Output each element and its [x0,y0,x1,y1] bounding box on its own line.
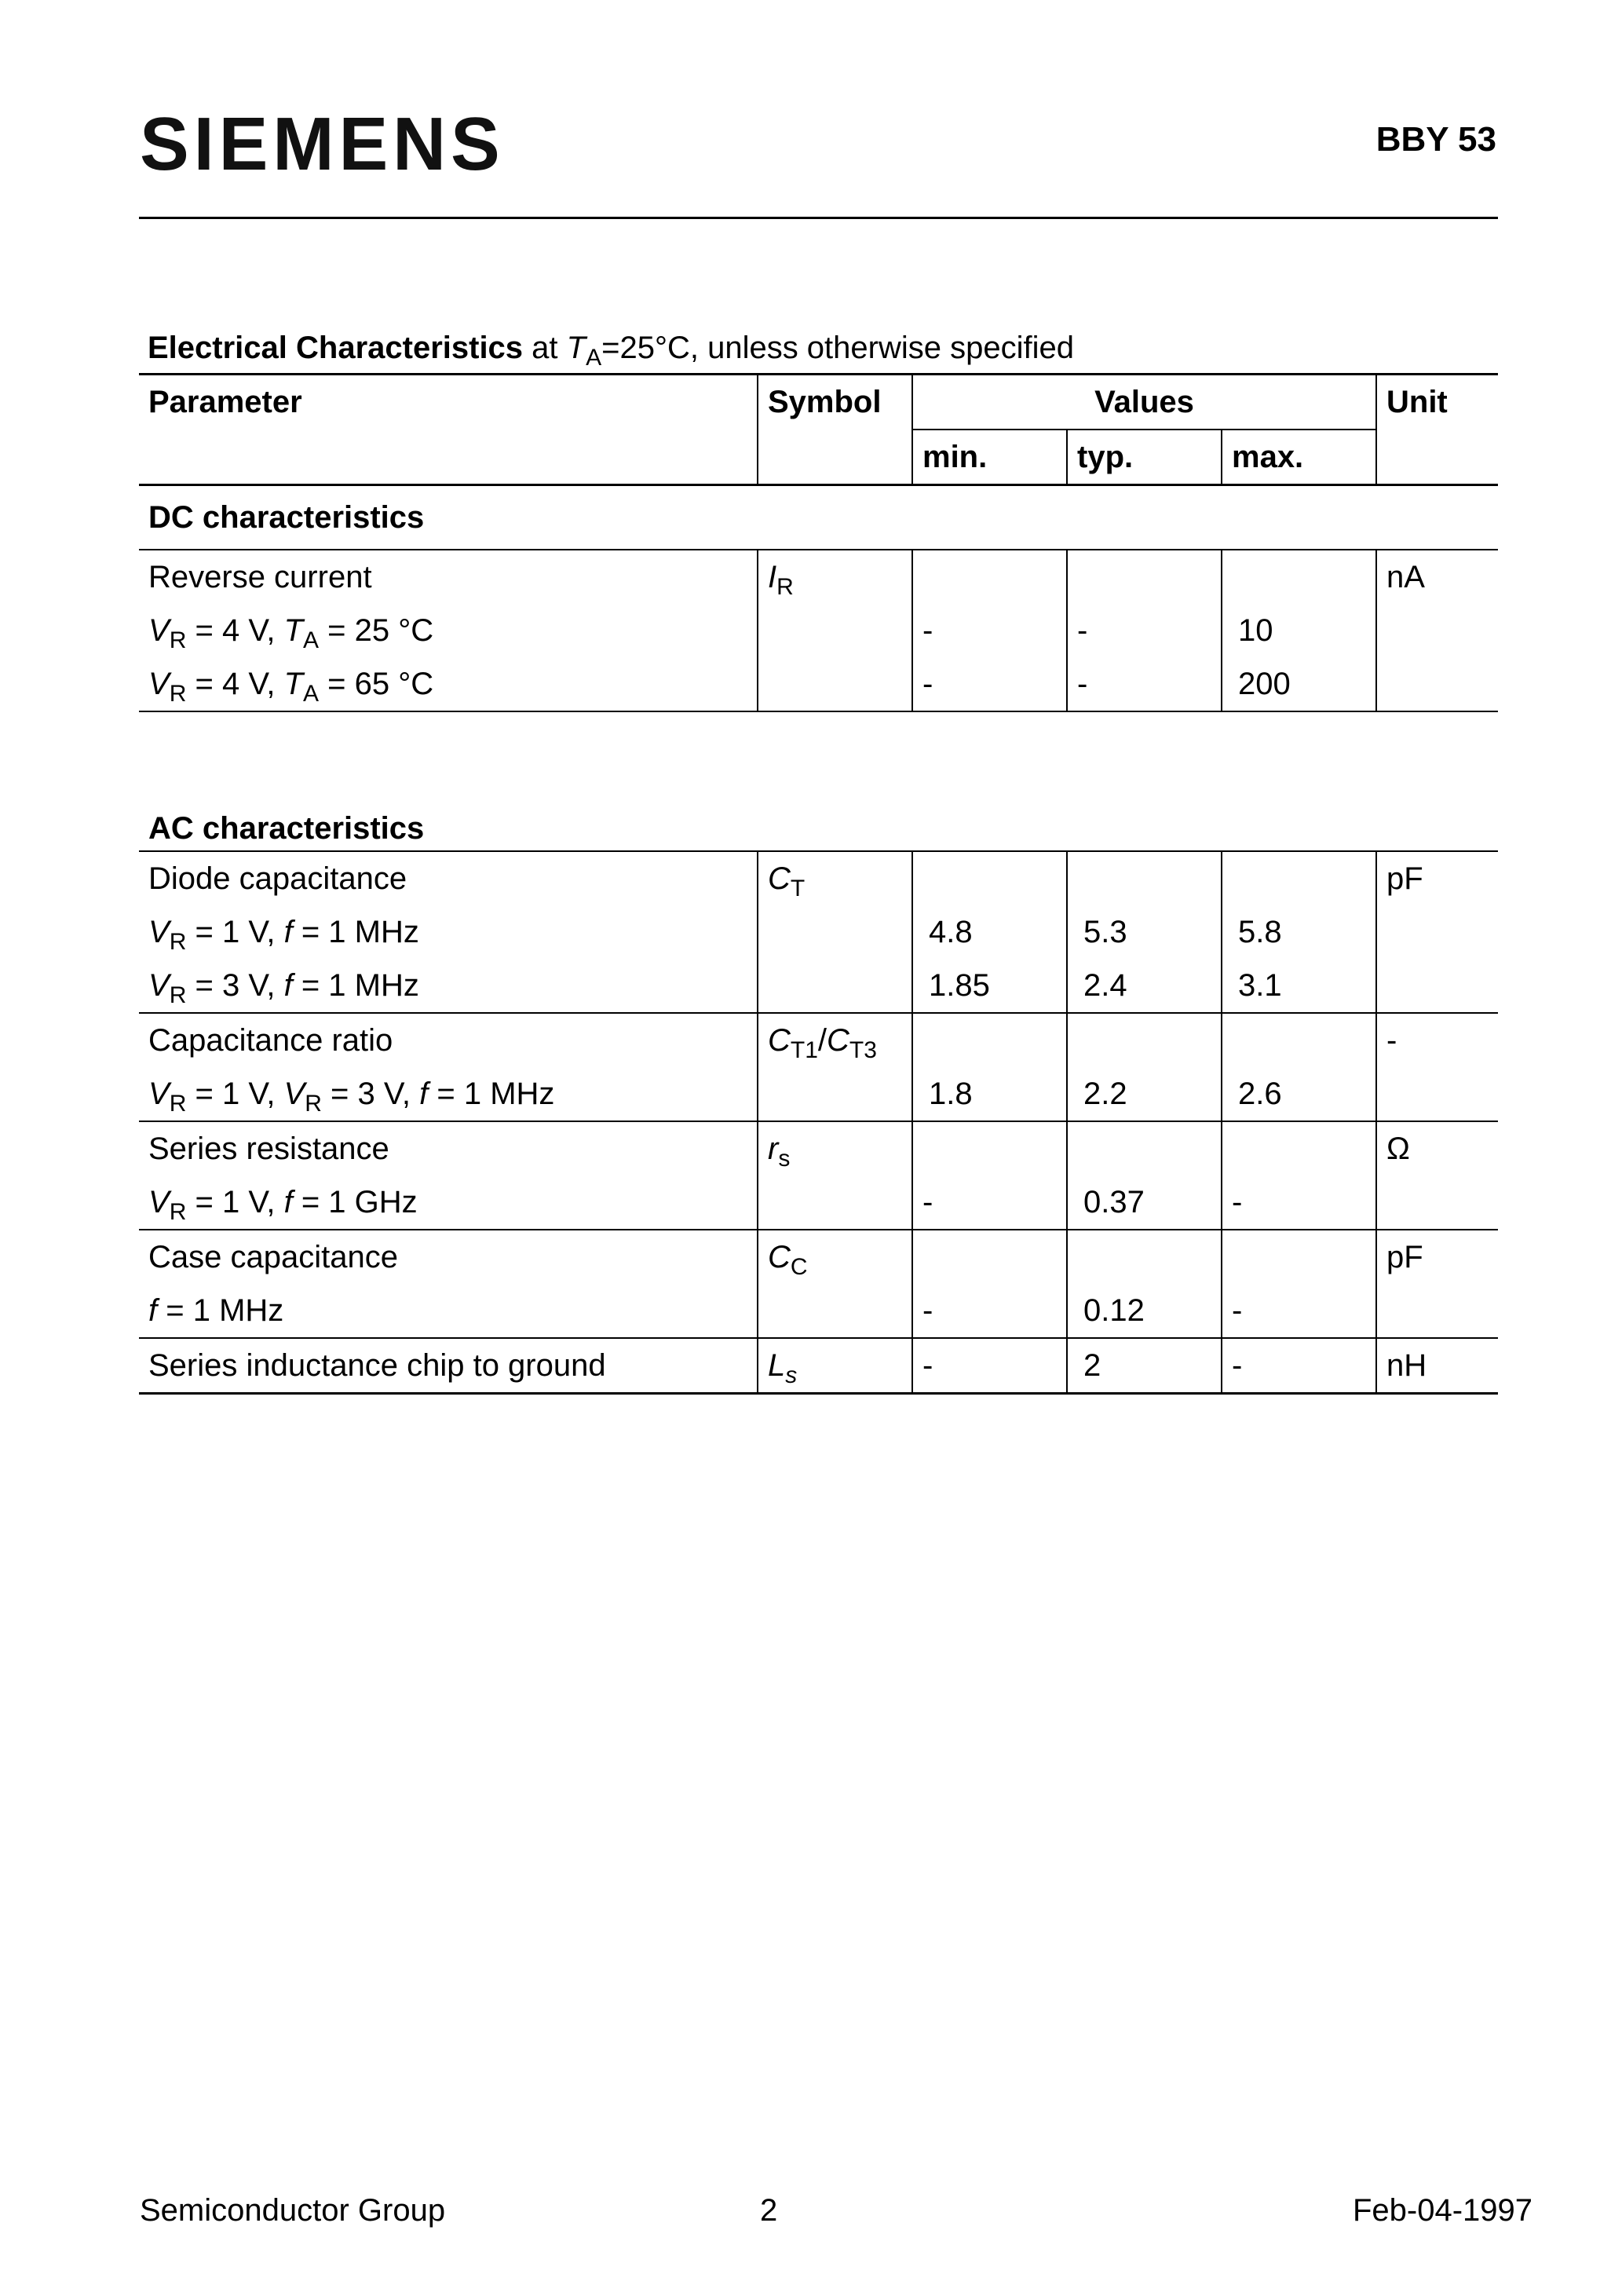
cond-text: = 25 °C [327,613,434,648]
cell-empty [1222,1121,1376,1175]
cell-empty [912,1121,1067,1175]
var-f: f [283,915,293,949]
cell-empty [1376,905,1498,959]
unit-reverse-current: nA [1376,550,1498,604]
cell-empty [1376,604,1498,657]
section-title-ac: AC characteristics [148,811,425,846]
cell-empty [1376,1175,1498,1230]
cell-empty [758,959,912,1013]
var-v: V [148,667,170,701]
cell-empty [1222,851,1376,905]
cond-text: = 4 V, [195,667,276,701]
symbol-ls [758,1338,912,1394]
cell-empty [1222,550,1376,604]
header-typ: typ. [1067,430,1222,485]
value-max: 10 [1222,604,1376,657]
unit-case-capacitance: pF [1376,1230,1498,1284]
param-reverse-current: Reverse current [148,560,372,594]
cell-empty [1376,1067,1498,1121]
condition [139,657,758,711]
table-row [139,851,1498,905]
cell-empty [1376,657,1498,711]
cell-empty [758,1175,912,1230]
table-row [139,1013,1498,1067]
param-diode-capacitance: Diode capacitance [148,861,407,896]
cond-text: = 4 V, [195,613,276,648]
table-row [139,905,1498,959]
value-min: - [912,1175,1067,1230]
siemens-logo: SIEMENS [140,102,505,186]
var-t: T [283,667,303,701]
caption-rest: =25°C, unless otherwise specified [601,331,1074,365]
value-max: 200 [1222,657,1376,711]
unit-diode-capacitance: pF [1376,851,1498,905]
sub-r: R [169,627,187,653]
footer-page-number: 2 [760,2193,778,2228]
cell-empty [758,657,912,711]
footer-company: Semiconductor Group [140,2193,446,2228]
header-blank [139,430,758,485]
condition [139,959,758,1013]
symbol-ir [758,550,912,604]
section-row-ac [139,806,1498,851]
value-max: 5.8 [1222,905,1376,959]
symbol-sub: s [785,1362,798,1388]
header-unit: Unit [1376,375,1498,430]
header-min: min. [912,430,1067,485]
table-caption [148,328,1074,371]
unit-capacitance-ratio: - [1376,1013,1498,1067]
header-parameter: Parameter [148,385,302,419]
sub-r: R [169,929,187,955]
header-values: Values [912,375,1376,430]
table-row [139,1230,1498,1284]
value-max: - [1222,1175,1376,1230]
cond-text: = 3 V, [331,1077,411,1111]
cell-empty [758,905,912,959]
cond-text: = 65 °C [327,667,434,701]
symbol-main: C [768,1240,791,1274]
header-max: max. [1222,430,1376,485]
cond-text: = 1 MHz [166,1293,284,1328]
symbol-ct [758,851,912,905]
var-v: V [283,1077,305,1111]
cell-empty [758,1067,912,1121]
var-f: f [283,1185,293,1219]
value-typ: 2.2 [1067,1067,1222,1121]
symbol-sub: T [790,876,806,901]
cell-empty [1067,1230,1222,1284]
value-min: 4.8 [912,905,1067,959]
symbol-sub: T3 [849,1037,877,1063]
cond-text: = 1 GHz [301,1185,418,1219]
table-row [139,1175,1498,1230]
cell-empty [758,604,912,657]
cond-text: = 1 MHz [301,968,419,1003]
var-v: V [148,1185,170,1219]
var-f: f [419,1077,429,1111]
condition [139,905,758,959]
section-title-dc: DC characteristics [148,500,425,535]
symbol-slash: / [817,1023,827,1058]
part-number: BBY 53 [1375,120,1496,159]
symbol-main: L [768,1348,786,1383]
cond-text: = 1 V, [195,1077,276,1111]
var-v: V [148,968,170,1003]
param-series-resistance: Series resistance [148,1132,389,1166]
value-min: - [912,1284,1067,1338]
value-typ: 2.4 [1067,959,1222,1013]
value-max: - [1222,1284,1376,1338]
value-min: 1.8 [912,1067,1067,1121]
symbol-rs [758,1121,912,1175]
cell-empty [1376,1284,1498,1338]
value-max: 3.1 [1222,959,1376,1013]
sub-r: R [169,1199,187,1225]
value-max: - [1222,1338,1376,1394]
condition [139,1175,758,1230]
table-row [139,1284,1498,1338]
header-symbol-blank [758,430,912,485]
condition [139,1067,758,1121]
var-v: V [148,915,170,949]
symbol-main: C [768,861,791,896]
unit-series-inductance: nH [1376,1338,1498,1394]
cell-empty [1376,959,1498,1013]
cond-text: = 3 V, [195,968,276,1003]
value-typ: 0.12 [1067,1284,1222,1338]
cell-empty [912,1230,1067,1284]
header-subrow [139,430,1498,485]
cell-empty [1067,550,1222,604]
header-row [139,375,1498,430]
value-typ: 5.3 [1067,905,1222,959]
cell-empty [1222,1230,1376,1284]
sub-a: A [303,627,320,653]
table-row [139,604,1498,657]
cond-text: = 1 MHz [437,1077,555,1111]
symbol-sub: T1 [790,1037,818,1063]
condition [139,1284,758,1338]
cell-empty [912,1013,1067,1067]
table-row [139,657,1498,711]
cell-empty [758,1284,912,1338]
var-t: T [283,613,303,648]
value-typ: - [1067,657,1222,711]
table-row [139,1067,1498,1121]
section-gap [139,711,1498,806]
sub-r: R [169,681,187,707]
table-row [139,550,1498,604]
var-v: V [148,1077,170,1111]
cell-empty [912,851,1067,905]
symbol-main: C [827,1023,849,1058]
symbol-cc [758,1230,912,1284]
table-row [139,959,1498,1013]
header-divider [139,217,1498,219]
table-row [139,1121,1498,1175]
caption-at: at [532,331,558,365]
cell-empty [1067,1013,1222,1067]
symbol-ct1-ct3 [758,1013,912,1067]
param-series-inductance: Series inductance chip to ground [148,1348,606,1383]
condition [139,604,758,657]
value-min: 1.85 [912,959,1067,1013]
value-max: 2.6 [1222,1067,1376,1121]
value-typ: - [1067,604,1222,657]
gap-cell [139,711,1498,806]
sub-r: R [305,1091,322,1117]
caption-sub-a: A [586,345,602,371]
symbol-sub: s [778,1146,791,1172]
value-typ: 0.37 [1067,1175,1222,1230]
var-f: f [283,968,293,1003]
caption-var-t: T [566,331,586,365]
cond-text: = 1 MHz [301,915,419,949]
cond-text: = 1 V, [195,915,276,949]
sub-r: R [169,982,187,1008]
cond-text: = 1 V, [195,1185,276,1219]
symbol-main: r [768,1132,779,1166]
param-case-capacitance: Case capacitance [148,1240,398,1274]
electrical-characteristics-table [139,373,1498,1395]
cell-empty [1067,851,1222,905]
footer-date: Feb-04-1997 [1352,2193,1532,2228]
param-capacitance-ratio: Capacitance ratio [148,1023,393,1058]
var-f: f [148,1293,158,1328]
symbol-main: I [768,560,777,594]
var-v: V [148,613,170,648]
value-min: - [912,657,1067,711]
symbol-sub: R [776,574,794,600]
section-row-dc [139,485,1498,550]
symbol-sub: C [790,1254,808,1280]
header-unit-blank [1376,430,1498,485]
cell-empty [1222,1013,1376,1067]
cell-empty [912,550,1067,604]
header-symbol: Symbol [758,375,912,430]
value-min: - [912,1338,1067,1394]
unit-series-resistance: Ω [1376,1121,1498,1175]
sub-r: R [169,1091,187,1117]
sub-a: A [303,681,320,707]
table-row [139,1338,1498,1394]
value-min: - [912,604,1067,657]
value-typ: 2 [1067,1338,1222,1394]
cell-empty [1067,1121,1222,1175]
symbol-main: C [768,1023,791,1058]
caption-title: Electrical Characteristics [148,331,524,365]
